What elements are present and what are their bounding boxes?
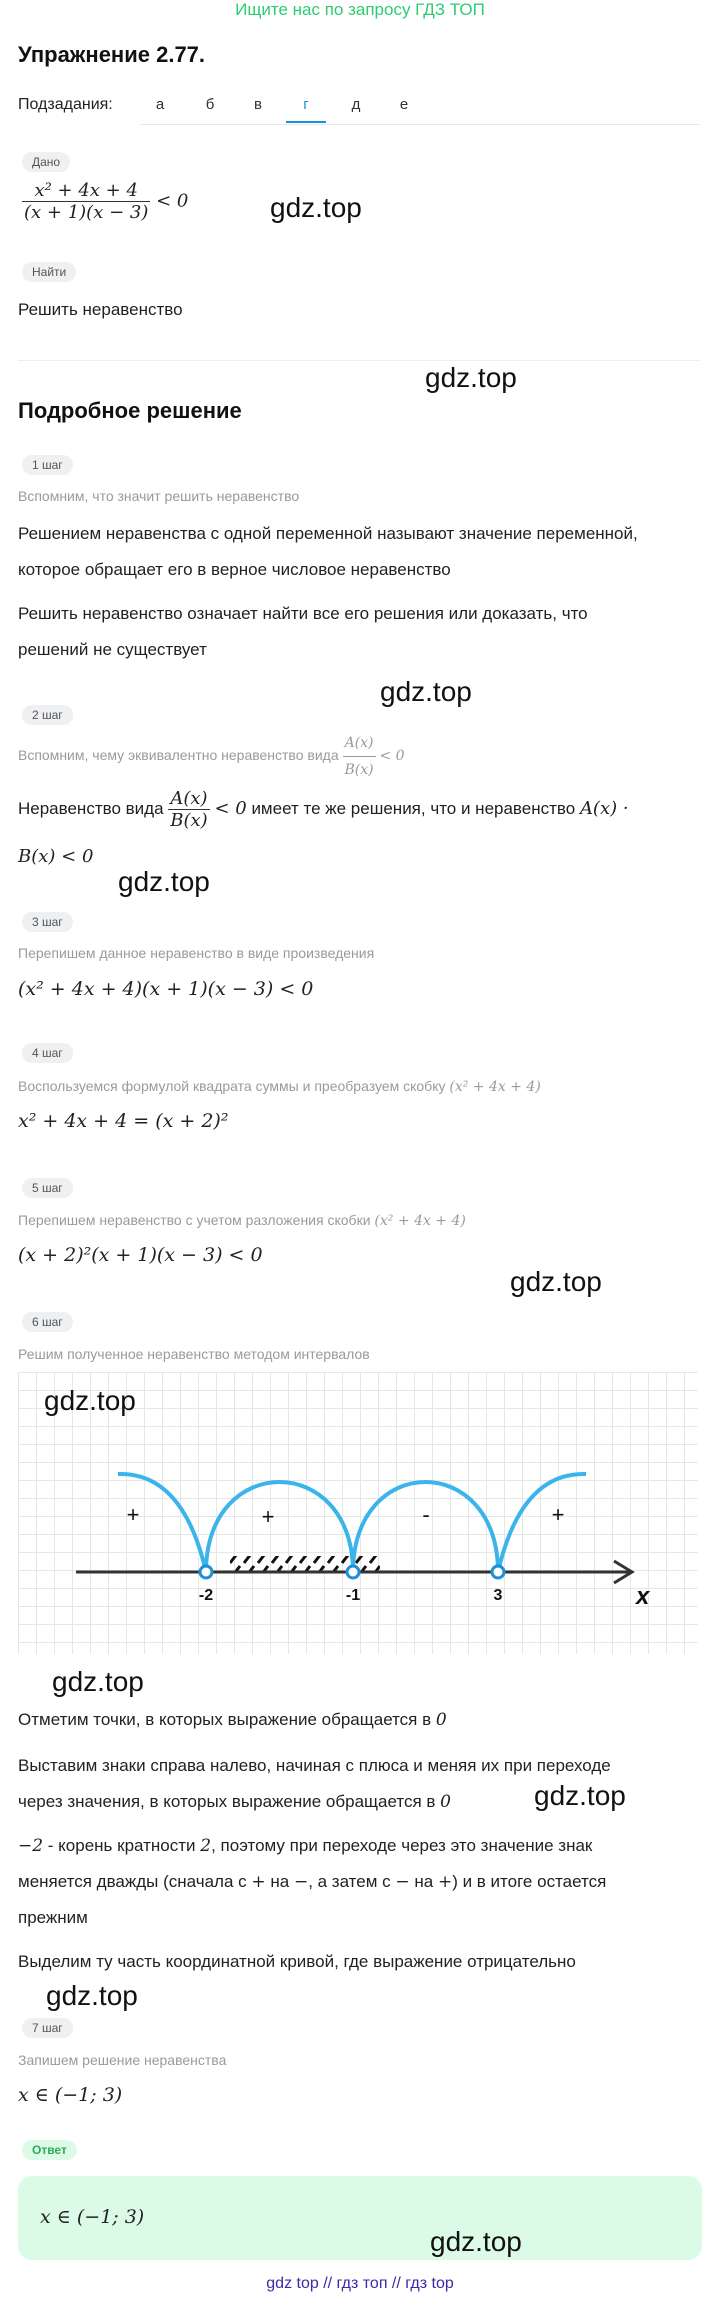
- text-part: на: [270, 1872, 290, 1891]
- sign-label: +: [126, 1502, 140, 1527]
- step-chip: 7 шаг: [22, 2018, 73, 2038]
- step-chip: 4 шаг: [22, 1043, 73, 1063]
- step-text: [18, 1784, 451, 1820]
- interval-arc-4: [498, 1474, 586, 1572]
- step-hint: Вспомним, что значит решить неравенство: [18, 488, 300, 504]
- point-label: 3: [493, 1587, 503, 1604]
- text-part: Отметим точки, в которых выражение обращается в: [18, 1710, 432, 1729]
- search-banner[interactable]: Ищите нас по запросу ГДЗ ТОП: [235, 0, 485, 19]
- watermark: gdz.top: [52, 1666, 144, 1697]
- page-title: Упражнение 2.77.: [18, 42, 206, 67]
- text-part: имеет те же решения, что и неравенство: [251, 798, 576, 818]
- hint-math: (x² + 4x + 4): [449, 1079, 541, 1095]
- watermark: gdz.top: [430, 2226, 522, 2257]
- step-text: Решить неравенство означает найти все его решения или доказать, что: [18, 604, 588, 623]
- watermark: gdz.top: [380, 676, 472, 707]
- text-part: ) и в итоге остается: [452, 1872, 607, 1891]
- interval-graph-svg: [18, 1372, 698, 1654]
- step-text: [18, 1828, 592, 1864]
- tab-e[interactable]: е: [399, 96, 409, 113]
- step-text: которое обращает его в верное числовое неравенство: [18, 560, 451, 579]
- step-chip: 6 шаг: [22, 1312, 73, 1332]
- step-text: [18, 1702, 447, 1738]
- hint-frac-rel: < 0: [379, 748, 405, 765]
- tab-v[interactable]: в: [254, 96, 262, 113]
- step-chip: 2 шаг: [22, 705, 73, 725]
- footer-links[interactable]: gdz top // гдз топ // гдз top: [266, 2275, 454, 2292]
- step-hint: Решим полученное неравенство методом интервалов: [18, 1346, 370, 1362]
- answer-chip: Ответ: [22, 2140, 77, 2160]
- step-hint: [18, 1078, 541, 1095]
- step-text: Выставим знаки справа налево, начиная с плюса и меняя их при переходе: [18, 1756, 611, 1775]
- find-text: Решить неравенство: [18, 300, 183, 319]
- text-part: на: [414, 1872, 434, 1891]
- watermark: gdz.top: [44, 1385, 136, 1416]
- watermark: gdz.top: [118, 866, 210, 897]
- tab-b[interactable]: б: [205, 96, 215, 113]
- subtasks-label: Подзадания:: [18, 96, 113, 113]
- watermark: gdz.top: [270, 192, 362, 223]
- step-hint: [18, 1212, 466, 1229]
- sign-label: -: [422, 1502, 430, 1527]
- text-part: Неравенство вида: [18, 798, 164, 818]
- watermark: gdz.top: [534, 1780, 626, 1811]
- step-math: x ∈ (−1; 3): [18, 2084, 123, 2106]
- frac-num: A(x): [168, 788, 209, 810]
- point-3: [492, 1566, 504, 1578]
- hint-math: (x² + 4x + 4): [374, 1213, 466, 1229]
- tab-g[interactable]: г: [286, 96, 326, 123]
- math-part: 2: [200, 1836, 212, 1856]
- answer-box: [18, 2176, 702, 2260]
- step-math: (x² + 4x + 4)(x + 1)(x − 3) < 0: [18, 978, 314, 1000]
- step-text: Решением неравенства с одной переменной называют значение переменной,: [18, 524, 638, 543]
- text-part: , поэтому при переходе через это значение знак: [211, 1836, 593, 1855]
- step-hint-text: Воспользуемся формулой квадрата суммы и преобразуем скобку: [18, 1078, 446, 1094]
- given-relation: < 0: [156, 190, 189, 212]
- step-hint: [18, 730, 405, 783]
- tab-d[interactable]: д: [351, 96, 361, 113]
- given-numerator: x² + 4x + 4: [22, 180, 150, 202]
- given-chip: Дано: [22, 152, 70, 172]
- math-part: 0: [435, 1710, 447, 1730]
- frac-den: B(x): [170, 810, 208, 831]
- step-chip: 5 шаг: [22, 1178, 73, 1198]
- step-text: Выделим ту часть координатной кривой, где выражение отрицательно: [18, 1952, 576, 1971]
- given-denominator: (x + 1)(x − 3): [24, 202, 149, 223]
- solution-title: Подробное решение: [18, 398, 242, 423]
- tab-a[interactable]: а: [155, 96, 165, 113]
- watermark: gdz.top: [510, 1266, 602, 1297]
- point-minus-1: [347, 1566, 359, 1578]
- step-text: [18, 1864, 606, 1900]
- axis-label: x: [636, 1583, 650, 1610]
- watermark: gdz.top: [425, 362, 517, 393]
- hint-frac-num: A(x): [343, 730, 376, 757]
- find-chip: Найти: [22, 262, 76, 282]
- hint-frac-den: B(x): [344, 762, 374, 778]
- text-part: , а затем с: [308, 1872, 391, 1891]
- sign-label: +: [551, 1502, 565, 1527]
- math-part: −2: [18, 1836, 44, 1856]
- math-part: B(x) < 0: [18, 846, 94, 867]
- math-part: +: [251, 1872, 266, 1892]
- text-part: - корень кратности: [47, 1836, 196, 1855]
- step-text: прежним: [18, 1908, 88, 1927]
- answer-math: x ∈ (−1; 3): [40, 2206, 145, 2228]
- math-part: −: [395, 1872, 410, 1892]
- point-label: -1: [345, 1587, 361, 1604]
- step-hint: Перепишем данное неравенство в виде произведения: [18, 945, 375, 961]
- step-math: (x + 2)²(x + 1)(x − 3) < 0: [18, 1244, 263, 1266]
- text-part: меняется дважды (сначала с: [18, 1872, 247, 1891]
- given-inequality: [22, 180, 188, 223]
- interval-graph: [18, 1372, 698, 1654]
- point-minus-2: [200, 1566, 212, 1578]
- point-label: -2: [198, 1587, 214, 1604]
- step-chip: 1 шаг: [22, 455, 73, 475]
- step-chip: 3 шаг: [22, 912, 73, 932]
- subtasks-tabs: [140, 92, 700, 125]
- step-text: решений не существует: [18, 640, 207, 659]
- math-part: −: [293, 1872, 309, 1892]
- math-part: A(x) ·: [579, 797, 629, 819]
- text-part: через значения, в которых выражение обращается в: [18, 1792, 436, 1811]
- step-text: [18, 788, 629, 831]
- step-math: x² + 4x + 4 = (x + 2)²: [18, 1110, 229, 1132]
- watermark: gdz.top: [46, 1980, 138, 2011]
- math-part: +: [437, 1872, 453, 1892]
- divider: [18, 360, 700, 361]
- frac-rel: < 0: [214, 797, 247, 819]
- step-hint-text: Вспомним, чему эквивалентно неравенство вида: [18, 747, 339, 764]
- step-hint: Запишем решение неравенства: [18, 2052, 227, 2068]
- math-part: 0: [440, 1792, 451, 1812]
- step-hint-text: Перепишем неравенство с учетом разложения скобки: [18, 1212, 371, 1228]
- sign-label: +: [261, 1504, 275, 1529]
